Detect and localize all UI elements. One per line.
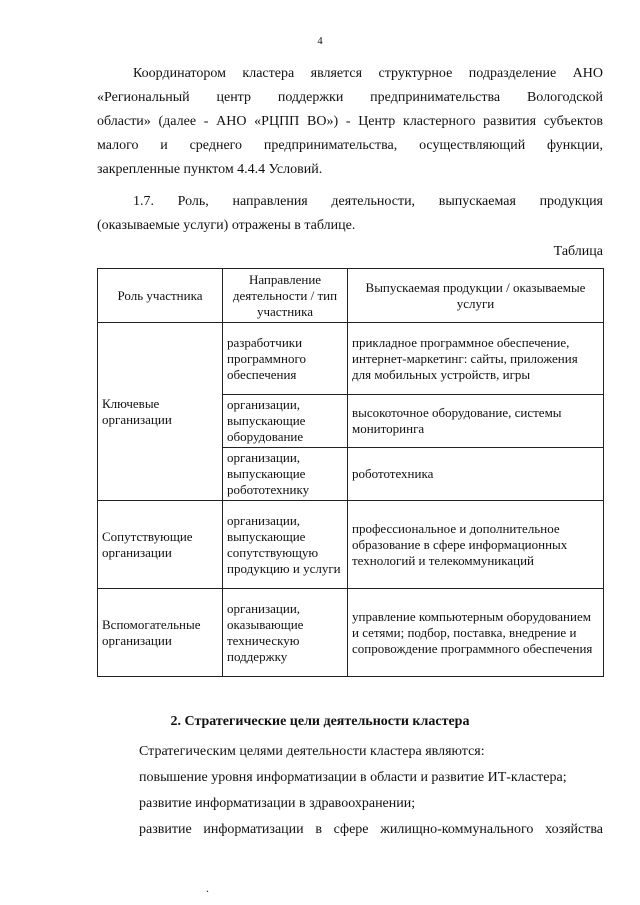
output-cell: робототехника (348, 448, 604, 501)
section-2-lead: Стратегическим целями деятельности кластера являются: (139, 744, 485, 759)
table-row (98, 323, 604, 395)
role-cell: Вспомогательные организации (98, 589, 223, 677)
direction-cell: организации, выпускающие оборудование (223, 395, 348, 448)
intro-line-2: «Региональный центр поддержки предпринимательства Вологодской (97, 90, 603, 105)
intro-line-4: малого и среднего предпринимательства, осуществляющий функции, (97, 138, 603, 153)
table-caption: Таблица (553, 244, 603, 259)
footer-mark: . (206, 881, 209, 895)
output-cell: управление компьютерным оборудованием и сетями; подбор, поставка, внедрение и сопровождение программного обеспечения (348, 589, 604, 677)
output-cell: прикладное программное обеспечение, интернет-маркетинг: сайты, приложения для мобильных устройств, игры (348, 323, 604, 395)
section-1-7-line-2: (оказываемые услуги) отражены в таблице. (97, 218, 356, 233)
section-1-7-line-1: 1.7. Роль, направления деятельности, выпускаемая продукция (133, 194, 603, 209)
direction-cell: организации, выпускающие робототехнику (223, 448, 348, 501)
output-cell: высокоточное оборудование, системы мониторинга (348, 395, 604, 448)
header-direction: Направление деятельности / тип участника (223, 269, 348, 323)
table-row (98, 501, 604, 589)
goal-item: повышение уровня информатизации в области и развитие ИТ-кластера; (139, 770, 567, 785)
role-cell: Сопутствующие организации (98, 501, 223, 589)
intro-line-1: Координатором кластера является структурное подразделение АНО (133, 66, 603, 81)
table-header-row (98, 269, 604, 323)
direction-cell: разработчики программного обеспечения (223, 323, 348, 395)
direction-cell: организации, выпускающие сопутствующую продукцию и услуги (223, 501, 348, 589)
table-row (98, 589, 604, 677)
page-number: 4 (317, 36, 323, 47)
goal-item: развитие информатизации в сфере жилищно-коммунального хозяйства (139, 822, 603, 837)
intro-line-5: закрепленные пунктом 4.4.4 Условий. (97, 162, 323, 177)
goal-item: развитие информатизации в здравоохранении; (139, 796, 416, 811)
intro-line-3: области» (далее - АНО «РЦПП ВО») - Центр кластерного развития субъектов (97, 114, 603, 129)
direction-cell: организации, оказывающие техническую поддержку (223, 589, 348, 677)
output-cell: профессиональное и дополнительное образование в сфере информационных технологий и телекоммуникаций (348, 501, 604, 589)
roles-table (97, 268, 604, 677)
header-role: Роль участника (98, 269, 223, 323)
role-cell: Ключевые организации (98, 323, 223, 501)
section-2-title: 2. Стратегические цели деятельности кластера (170, 714, 470, 729)
header-output: Выпускаемая продукции / оказываемые услуги (348, 269, 604, 323)
